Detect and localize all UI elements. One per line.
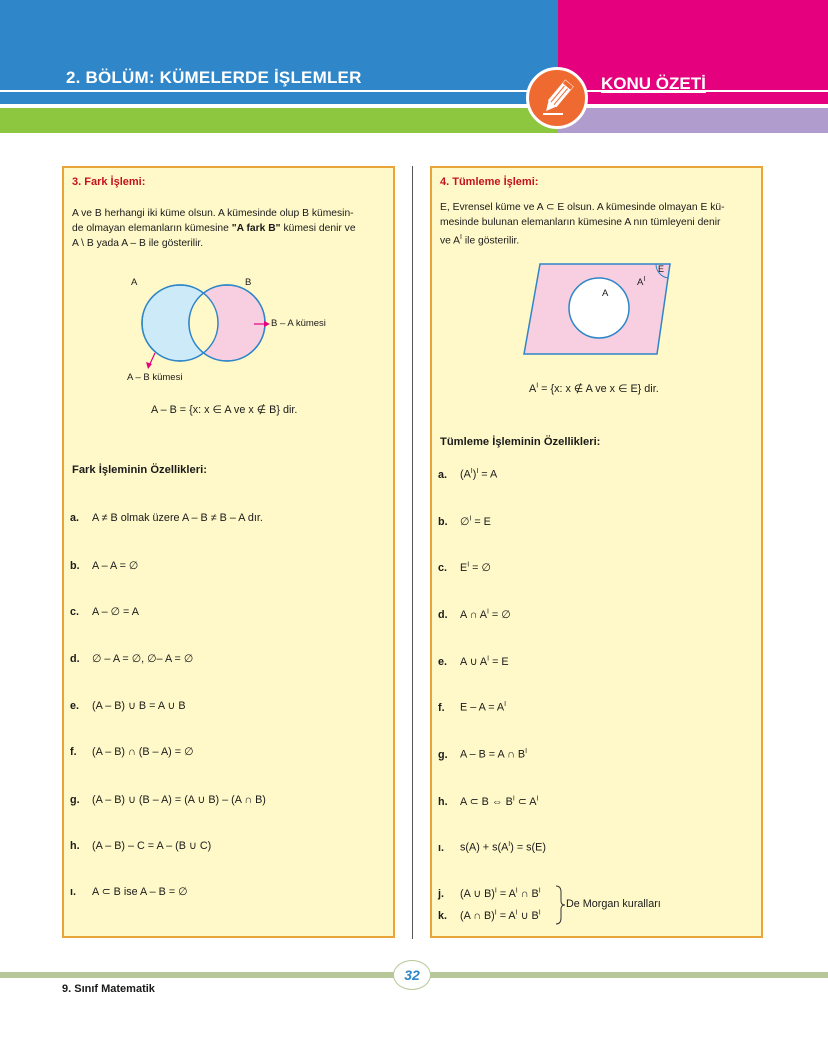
c-intro-line-3: ve A [440,235,461,247]
difference-item-i: ı. A ⊂ B ise A – B = ∅ [70,886,188,898]
b-minus-a-label: B – A kümesi [271,318,326,329]
summary-title: KONU ÖZETİ [601,74,706,93]
complement-item-c: c. $E^I$ = ∅ [438,561,491,574]
de-morgan-brace [554,884,566,926]
intro-line-3: A \ B yada A – B ile gösterilir. [72,238,204,249]
complement-item-e: e. A ∪ $A^I = E$ [438,655,509,668]
diagram-label-e: E [658,264,665,274]
difference-definition: A – B = {x: x ∈ A ve x ∉ B} dir. [151,404,298,416]
intro-line-2: de olmayan elemanların kümesine [72,223,229,234]
complement-heading: 4. Tümleme İşlemi: [440,176,539,188]
header-band-blue [0,0,558,104]
difference-item-b: b. A – A = ∅ [70,560,139,572]
pencil-badge [526,67,588,129]
difference-intro [72,206,392,251]
complement-item-i: ı. $s(A) + s(A^I) = s(E)$ [438,841,546,854]
c-intro-line-3b: ile gösterilir. [464,235,520,247]
complement-panel [430,166,763,938]
c-intro-line-1: E, Evrensel küme ve A ⊂ E olsun. A kümesinde olmayan E kü- [440,202,725,213]
difference-properties-title: Fark İşleminin Özellikleri: [72,464,207,476]
difference-item-d: d. ∅ – A = ∅, ∅– A = ∅ [70,653,194,665]
column-divider [412,166,413,939]
header-band-lilac [558,108,828,133]
complement-item-j: j. (A ∪ $B)^I = A^I$ ∩ $B^I$ [438,887,541,900]
intro-line-2b: kümesi denir ve [283,223,356,234]
diagram-label-a: A [602,288,609,299]
difference-item-a: a. A ≠ B olmak üzere A – B ≠ B – A dır. [70,512,263,524]
complement-definition: $A^I = \{x$: x ∉ A ve x ∈ E} dir. [529,382,659,395]
chapter-title: 2. BÖLÜM: KÜMELERDE İŞLEMLER [66,68,362,87]
page-number: 32 [393,960,431,990]
a-minus-b-label: A – B kümesi [127,372,183,383]
difference-heading: 3. Fark İşlemi: [72,176,146,188]
set-a-circle [569,278,629,338]
difference-item-e: e. (A – B) ∪ B = A ∪ B [70,700,186,712]
complement-item-d: d. A ∩ $A^I$ = ∅ [438,608,511,621]
de-morgan-label: De Morgan kuralları [566,898,661,910]
difference-item-f: f. (A – B) ∩ (B – A) = ∅ [70,746,194,758]
complement-properties-title: Tümleme İşleminin Özellikleri: [440,436,601,448]
complement-diagram [432,258,762,358]
difference-item-g: g. (A – B) ∪ (B – A) = (A ∪ B) – (A ∩ B) [70,794,266,806]
complement-item-a: a. $(A^I)^I = A$ [438,468,498,481]
c-intro-line-2: mesinde bulunan elemanların kümesine A nın tümleyeni denir [440,217,721,228]
complement-item-b: b. ∅$^I$ = E [438,515,491,528]
complement-item-f: f. $E - A = A^I$ [438,701,507,714]
intro-term: "A fark B" [231,223,281,234]
book-title: 9. Sınıf Matematik [62,983,155,995]
venn-label-b: B [245,277,252,288]
complement-item-h: h. A ⊂ B ⇔ $B^I$ ⊂ $A^I$ [438,795,539,808]
venn-label-a: A [131,277,138,288]
difference-panel [62,166,395,938]
intro-line-1: A ve B herhangi iki küme olsun. A kümesinde olup B kümesin- [72,208,354,219]
complement-intro: E, Evrensel küme ve A ⊂ E olsun. A kümesinde olmayan E kü- mesinde bulunan elemanların kümesine A nın tümleyeni denir ve $A^I$ ile gösterilir. [440,202,725,247]
pencil-icon [529,70,585,126]
complement-item-k: k. (A ∩ $B)^I = A^I$ ∪ $B^I$ [438,909,541,922]
difference-item-h: h. (A – B) – C = A – (B ∪ C) [70,840,212,852]
diagram-label-a-prime: $A^I$ [637,276,646,289]
complement-item-g: g. A – B = A ∩ $B^I$ [438,748,528,761]
header-band-green [0,108,558,133]
difference-item-c: c. A – ∅ = A [70,606,139,618]
venn-diagram [64,268,394,388]
